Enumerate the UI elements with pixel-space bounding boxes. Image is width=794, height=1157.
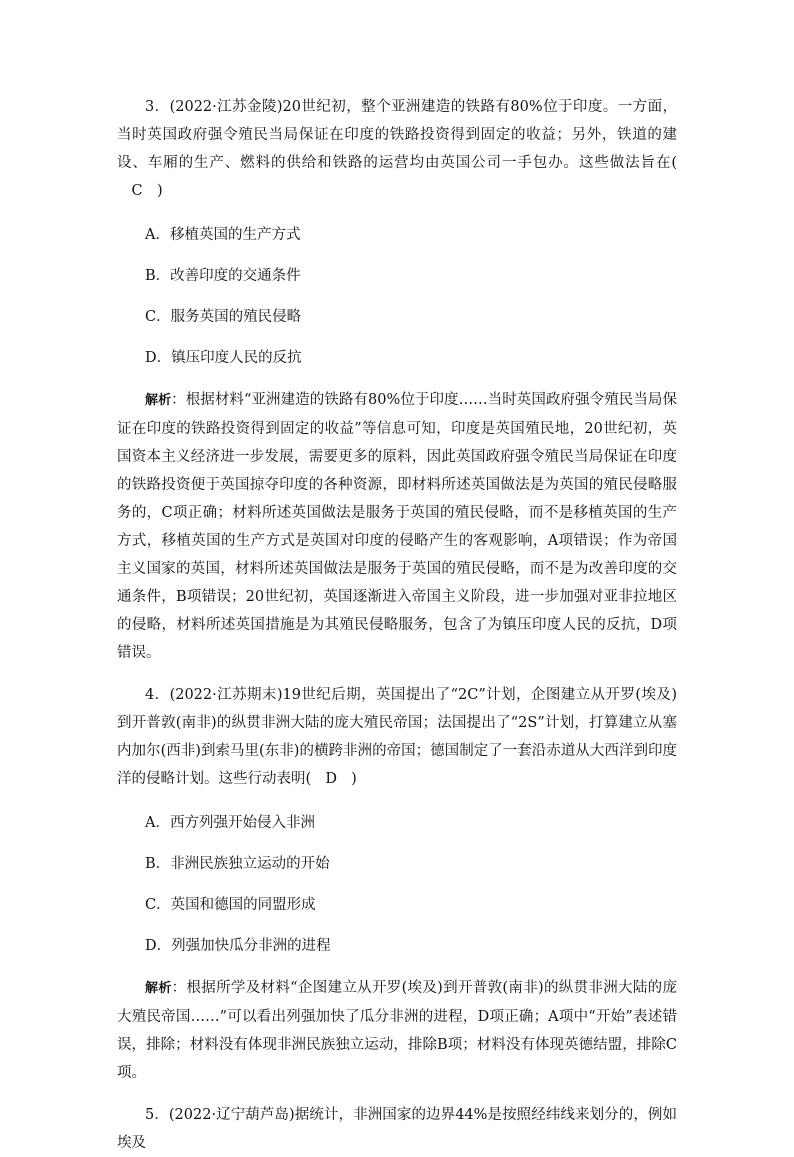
question-3-explanation-label: 解析 (145, 393, 172, 408)
question-4-explanation-label: 解析 (145, 981, 172, 996)
question-4-explanation-text: ：根据所学及材料“企图建立从开罗(埃及)到开普敦(南非)的纵贯非洲大陆的庞大殖民帝国……”可以看出列强加快了瓜分非洲的进程，D项正确；A项中“开始”表述错误，排除；材料没有体现非洲民族独立运动，排除B项；材料没有体现英德结盟，排除C项。 (117, 980, 677, 1081)
question-4-stem-text: 4．(2022·江苏期末)19世纪后期，英国提出了“2C”计划，企图建立从开罗(埃及)到开普敦(南非)的纵贯非洲大陆的庞大殖民帝国；法国提出了“2S”计划，打算建立从塞内加尔(西非)到索马里(东非)的横跨非洲的帝国；德国制定了一套沿赤道从大西洋到印度洋的侵略计划。这些行动表明( (117, 687, 677, 787)
question-3-answer: C (131, 183, 143, 199)
question-3-stem-text: 3．(2022·江苏金陵)20世纪初，整个亚洲建造的铁路有80%位于印度。一方面，当时英国政府强令殖民当局保证在印度的铁路投资得到固定的收益；另外，铁道的建设、车厢的生产、燃料的供给和铁路的运营均由英国公司一手包办。这些做法旨在( (117, 99, 677, 171)
question-4-explanation (117, 974, 677, 1087)
question-3 (117, 93, 677, 667)
question-3-explanation-text: ：根据材料“亚洲建造的铁路有80%位于印度……当时英国政府强令殖民当局保证在印度的铁路投资得到固定的收益”等信息可知，印度是英国殖民地，20世纪初，英国资本主义经济进一步发展，需要更多的原料，因此英国政府强令殖民当局保证在印度的铁路投资便于英国掠夺印度的各种资源，即材料所述英国做法是为英国的殖民侵略服务的，C项正确；材料所述英国做法是服务于英国的殖民侵略，而不是移植英国的生产方式，移植英国的生产方式是英国对印度的侵略产生的客观影响，A项错误；作为帝国主义国家的英国，材料所述英国做法是服务于英国的殖民侵略，而不是为改善印度的交通条件，B项错误；20世纪初，英国逐渐进入帝国主义阶段，进一步加强对亚非拉地区的侵略，材料所述英国措施是为其殖民侵略服务，包含了为镇压印度人民的反抗，D项错误。 (117, 392, 677, 661)
question-3-option-a: A．移植英国的生产方式 (145, 227, 301, 243)
question-4-option-a: A．西方列强开始侵入非洲 (145, 815, 315, 831)
question-3-explanation (117, 386, 677, 667)
question-3-stem (117, 93, 677, 205)
question-3-option-c: C．服务英国的殖民侵略 (145, 309, 302, 325)
question-4 (117, 681, 677, 1087)
question-4-answer: D (325, 771, 337, 787)
question-5-stem: 5．(2022·辽宁葫芦岛)据统计，非洲国家的边界44%是按照经纬线来划分的，例如埃及 (117, 1107, 677, 1151)
question-5 (117, 1101, 677, 1157)
question-3-option-d: D．镇压印度人民的反抗 (145, 350, 302, 366)
question-3-stem-close: ) (157, 183, 163, 199)
question-4-option-b: B．非洲民族独立运动的开始 (145, 856, 330, 872)
question-3-option-b: B．改善印度的交通条件 (145, 268, 301, 284)
question-4-option-c: C．英国和德国的同盟形成 (145, 897, 316, 913)
question-4-stem (117, 681, 677, 793)
document-content (117, 93, 677, 1157)
question-4-option-d: D．列强加快瓜分非洲的进程 (145, 938, 331, 954)
question-4-stem-close: ) (351, 771, 357, 787)
